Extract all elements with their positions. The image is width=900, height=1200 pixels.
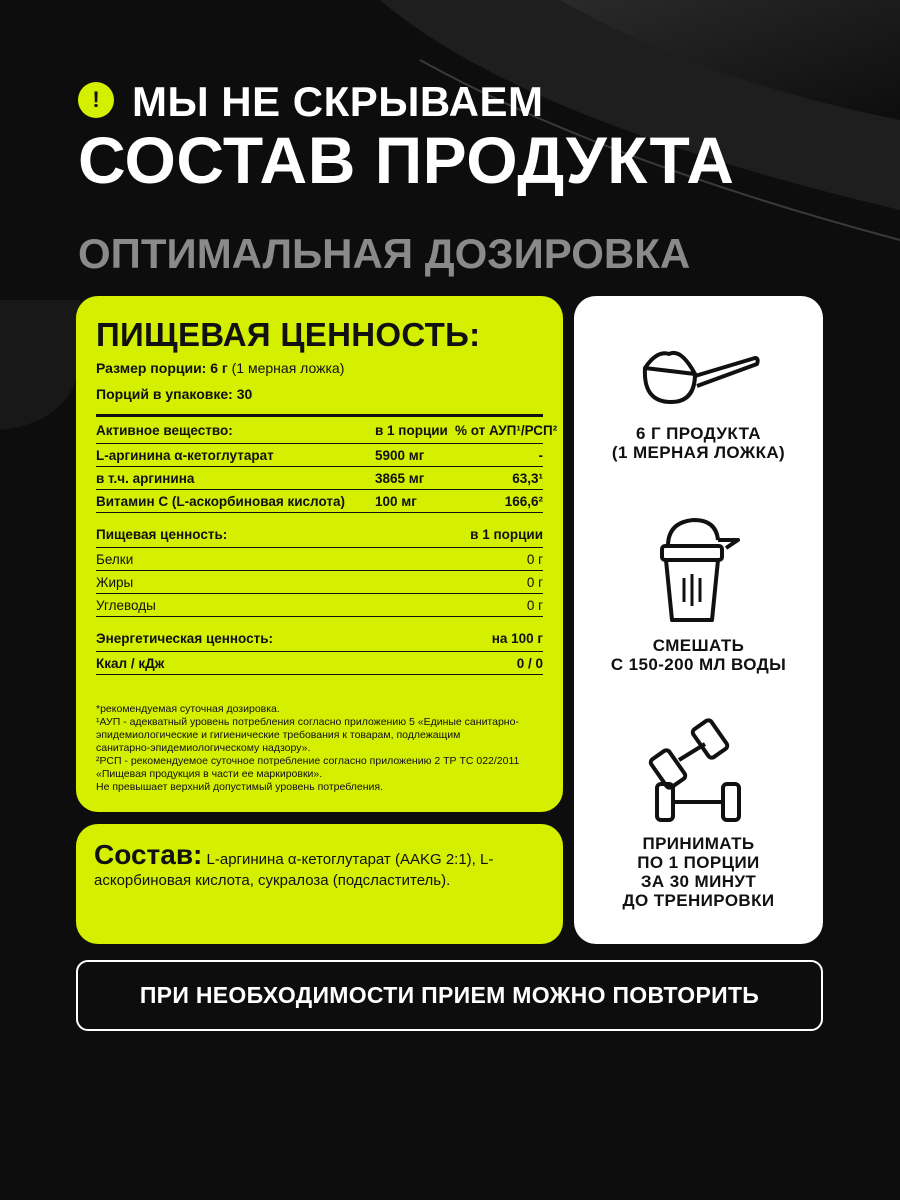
repeat-note-banner: ПРИ НЕОБХОДИМОСТИ ПРИЕМ МОЖНО ПОВТОРИТЬ bbox=[76, 960, 823, 1031]
energy-header-row bbox=[96, 625, 543, 652]
serving-note: (1 мерная ложка) bbox=[227, 360, 345, 376]
serving-size bbox=[96, 360, 543, 376]
instruction-3-text bbox=[574, 834, 823, 910]
header-cell: Энергетическая ценность: bbox=[96, 630, 274, 646]
footnote: ¹АУП - адекватный уровень потребления согласно приложению 5 «Единые санитарно- bbox=[96, 716, 519, 728]
table-row bbox=[96, 652, 543, 675]
table-cell: 63,3¹ bbox=[512, 470, 543, 486]
table-cell: 5900 мг bbox=[375, 447, 425, 463]
shaker-icon bbox=[654, 516, 744, 626]
table-cell: 100 мг bbox=[375, 493, 417, 509]
header-cell: на 100 г bbox=[491, 630, 543, 646]
footnote: санитарно-эпидемиологическому надзору». bbox=[96, 742, 311, 754]
instruction-1-text bbox=[574, 424, 823, 462]
header-cell: Активное вещество: bbox=[96, 422, 233, 438]
table-cell: 3865 мг bbox=[375, 470, 425, 486]
header-cell: Пищевая ценность: bbox=[96, 526, 228, 542]
table-cell: Белки bbox=[96, 551, 134, 567]
footnote: «Пищевая продукция в части ее маркировки». bbox=[96, 768, 323, 780]
instruction-2-text bbox=[574, 636, 823, 674]
instructions-panel bbox=[574, 296, 823, 944]
composition-panel bbox=[76, 824, 563, 944]
footnote: ²РСП - рекомендуемое суточное потребление согласно приложению 2 ТР ТС 022/2011 bbox=[96, 755, 520, 767]
footnote: *рекомендуемая суточная дозировка. bbox=[96, 703, 280, 715]
instruction-line: ЗА 30 МИНУТ bbox=[640, 872, 757, 891]
headline-line2: СОСТАВ ПРОДУКТА bbox=[78, 123, 735, 197]
table-row bbox=[96, 594, 543, 617]
table-row bbox=[96, 548, 543, 571]
table-row bbox=[96, 571, 543, 594]
nutrition-title: ПИЩЕВАЯ ЦЕННОСТЬ: bbox=[96, 316, 481, 353]
table-row bbox=[96, 490, 543, 513]
footnote: Не превышает верхний допустимый уровень потребления. bbox=[96, 781, 384, 793]
footnote: эпидемиологические и гигиенические требования к товарам, подлежащим bbox=[96, 729, 461, 741]
nutrition-panel bbox=[76, 296, 563, 812]
table-cell: Жиры bbox=[96, 574, 134, 590]
header-cell: % от АУП¹/РСП² bbox=[455, 422, 558, 438]
dumbbell-icon bbox=[639, 716, 759, 826]
table-cell: 0 г bbox=[526, 551, 543, 567]
subtitle: ОПТИМАЛЬНАЯ ДОЗИРОВКА bbox=[78, 230, 691, 277]
composition-title: Состав: bbox=[94, 839, 203, 870]
composition-text: L-аргинина α-кетоглутарат (AAKG 2:1), L-аскорбиновая кислота, сукралоза (подсластитель). bbox=[94, 851, 494, 889]
table-cell: L-аргинина α-кетоглутарат bbox=[96, 447, 274, 463]
instruction-line: ДО ТРЕНИРОВКИ bbox=[622, 891, 775, 910]
serving-label: Размер порции: 6 г bbox=[96, 360, 228, 376]
instruction-line: 6 Г ПРОДУКТА bbox=[636, 424, 761, 443]
instruction-line: С 150-200 МЛ ВОДЫ bbox=[610, 655, 787, 674]
instruction-line: ПРИНИМАТЬ bbox=[642, 834, 755, 853]
header-cell: в 1 порции bbox=[375, 422, 448, 438]
table-cell: 166,6² bbox=[504, 493, 543, 509]
table-cell: в т.ч. аргинина bbox=[96, 470, 195, 486]
table-cell: 0 г bbox=[526, 574, 543, 590]
servings-per-pack-label: Порций в упаковке: 30 bbox=[96, 386, 253, 402]
active-header-row bbox=[96, 417, 558, 444]
header-cell: в 1 порции bbox=[470, 526, 543, 542]
table-row bbox=[96, 467, 543, 490]
table-row bbox=[96, 444, 543, 467]
table-cell: Витамин С (L-аскорбиновая кислота) bbox=[96, 493, 345, 509]
table-cell: - bbox=[538, 447, 543, 463]
table-cell: Углеводы bbox=[96, 597, 156, 613]
exclamation-badge-icon: ! bbox=[78, 82, 114, 118]
scoop-icon bbox=[637, 344, 761, 408]
instruction-line: ПО 1 ПОРЦИИ bbox=[637, 853, 760, 872]
table-cell: 0 г bbox=[526, 597, 543, 613]
instruction-line: СМЕШАТЬ bbox=[652, 636, 745, 655]
servings-per-pack bbox=[96, 386, 543, 402]
table-cell: Ккал / кДж bbox=[96, 655, 165, 671]
headline-line1: МЫ НЕ СКРЫВАЕМ bbox=[132, 78, 544, 125]
footnotes bbox=[96, 703, 543, 794]
nutrition-header-row bbox=[96, 521, 543, 548]
table-cell: 0 / 0 bbox=[516, 655, 543, 671]
instruction-line: (1 МЕРНАЯ ЛОЖКА) bbox=[611, 443, 786, 462]
